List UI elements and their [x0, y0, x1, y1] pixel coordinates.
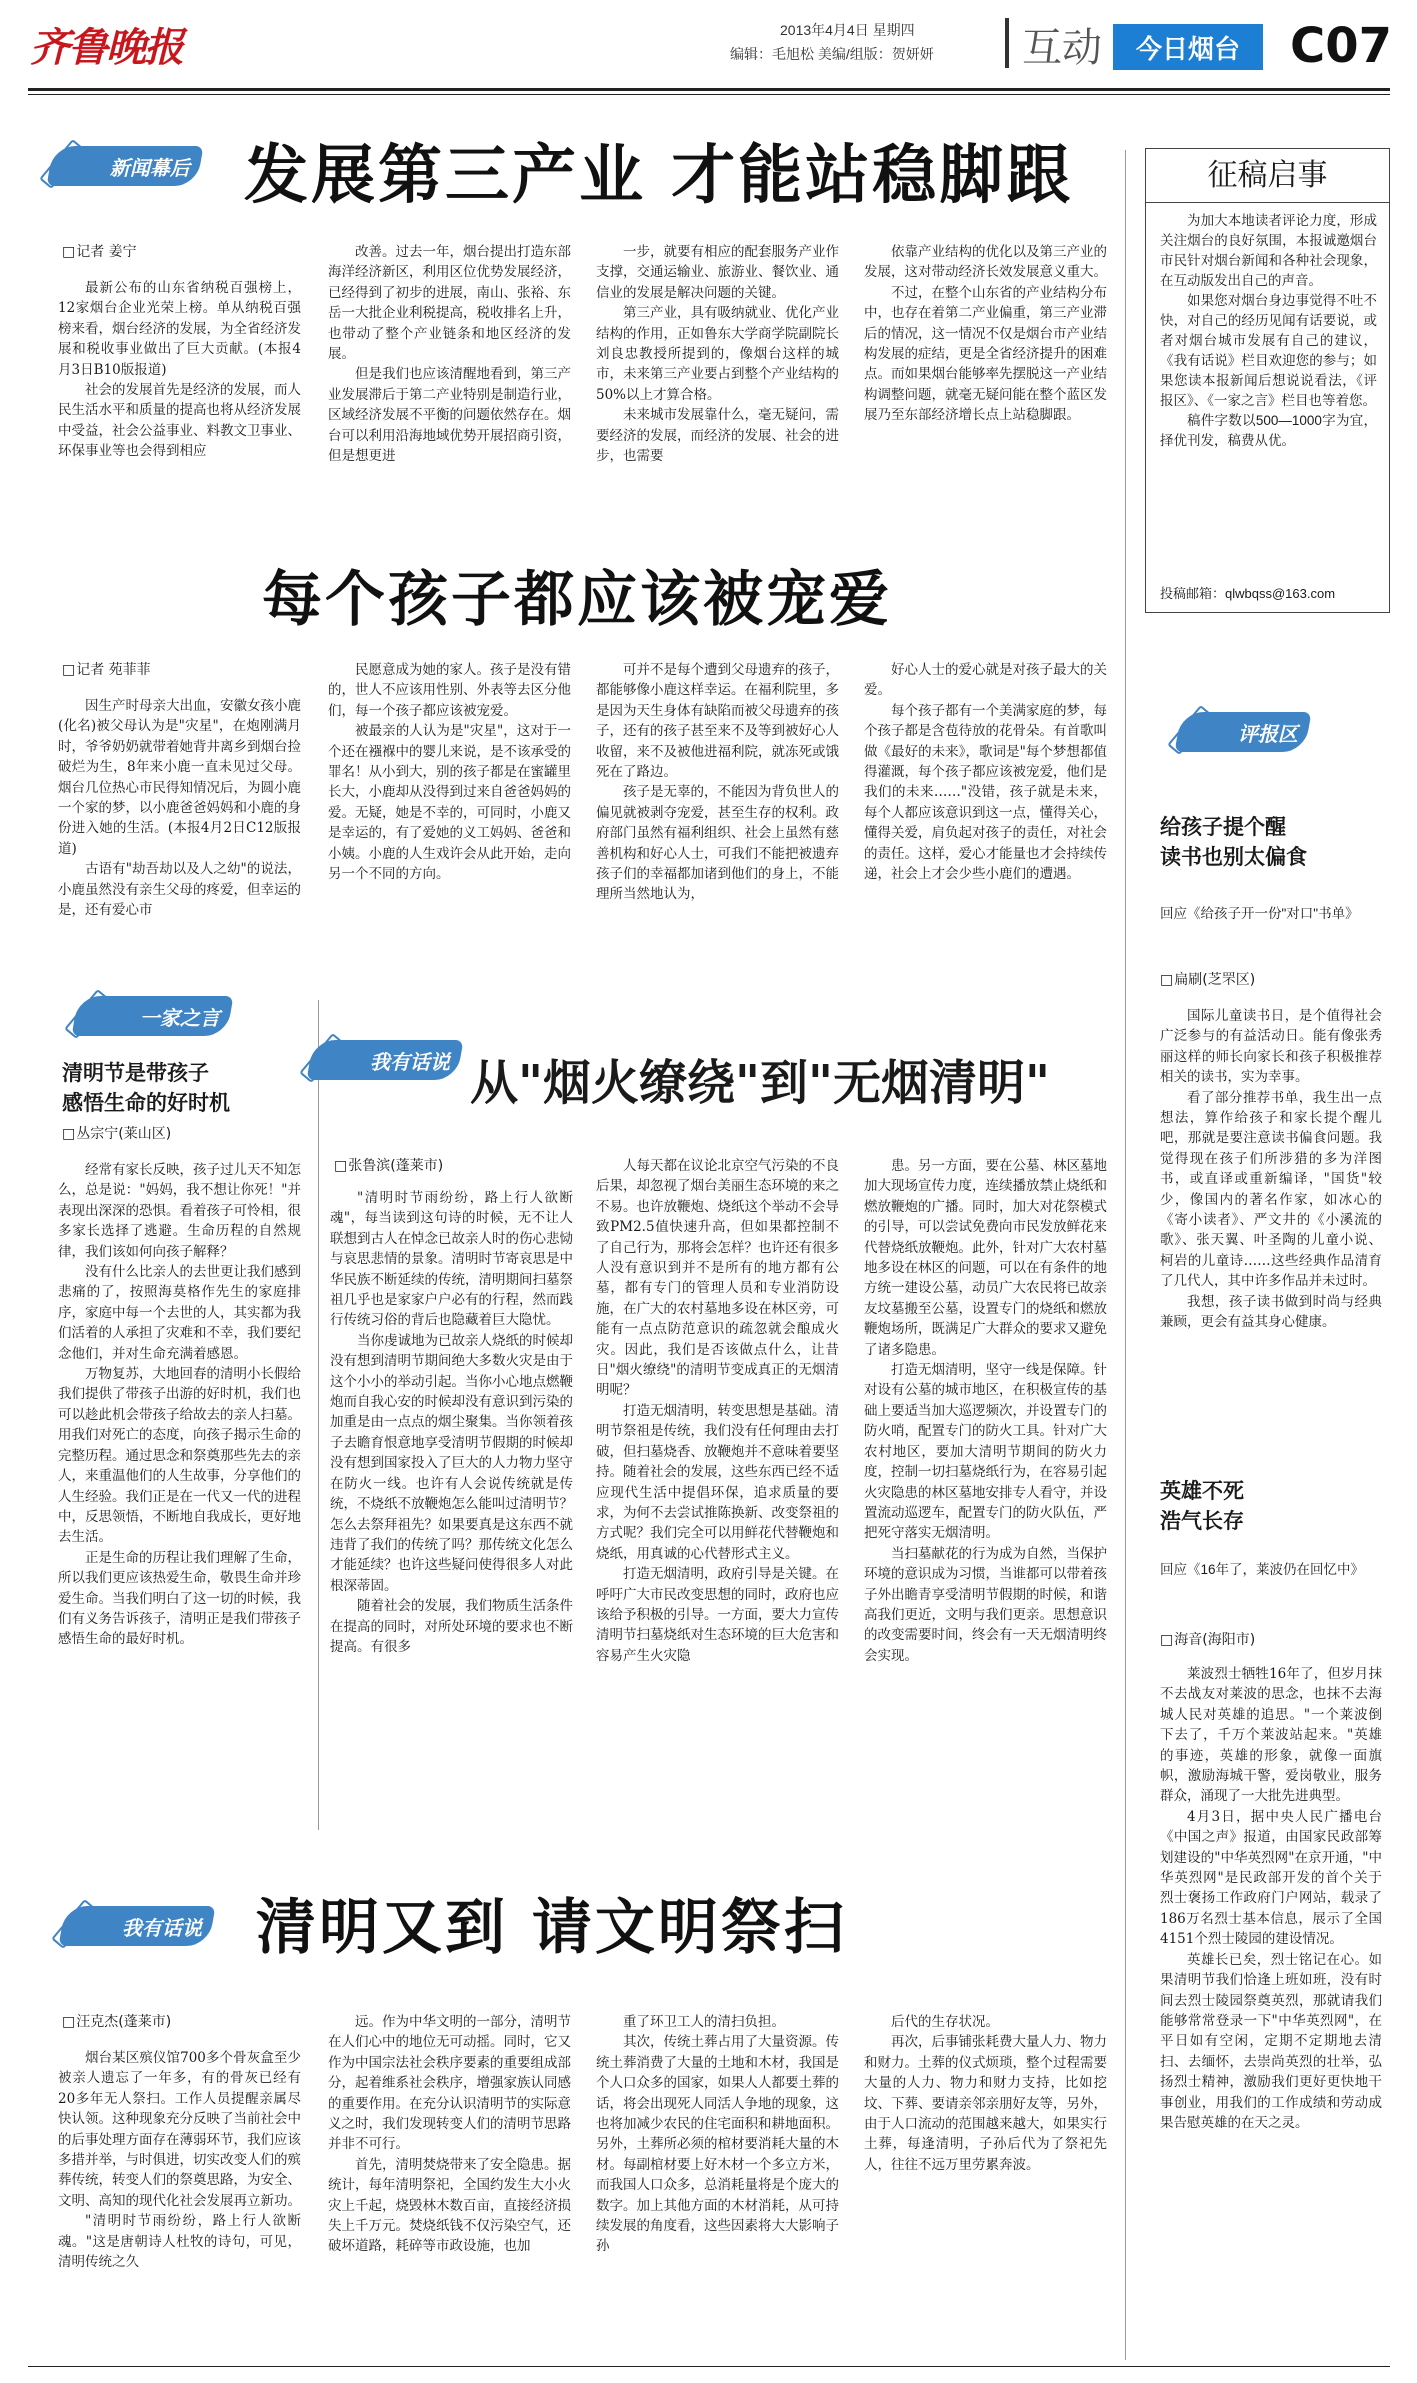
headline-every-child: 每个孩子都应该被宠爱	[262, 565, 892, 635]
notice-para: 如果您对烟台身边事觉得不吐不快，对自己的经历见闻有话要说，或者对烟台城市发展有自己的建议，《我有话说》栏目欢迎您的参与；如果您读本报新闻后想说说看法，《评报区》、《一家之言》栏目也等着您。	[1160, 293, 1377, 408]
opinion-body: 经常有家长反映，孩子过儿天不知怎么，总是说："妈妈，我不想让你死！"并表现出深深的恐惧。看着孩子可怜相，很多家长选择了逃避。生命历程的自然规律，我们该如何向孩子解释？ 没有什么比亲人的去世更让我们感到悲痛的了，按照海莫格作先生的家庭排序，家庭中每一个去世的人，其实都为我们活着的人承担了灾难和不幸，我们要纪念他们，并对生命充满着感恩。 万物复苏，大地回春的清明小长假给我们提供了带孩子出游的好时机，我们也可以趁此机会带孩子给故去的亲人扫墓。用我们对死亡的态度，向孩子揭示生命的完整历程。通过思念和祭奠那些先去的亲人，来重温他们的人生故事，分享他们的人生经验。我们正是在一代又一代的进程中，反思领悟，不断地自我成长，更好地去生活。 正是生命的历程让我们理解了生命，所以我们更应该热爱生命，敬畏生命并珍爱生命。当我们明白了这一切的时候，我们有义务告诉孩子，清明正是我们带孩子感悟生命的最好时机。	[58, 1162, 301, 1648]
article2-column-4: 好心人士的爱心就是对孩子最大的关爱。 每个孩子都有一个美满家庭的梦，每个孩子都是含苞待放的花骨朵。有首歌叫做《最好的未来》，歌词是"每个梦想都值得灌溉，每个孩子都应该被宠爱，他们是我们的未来……"没错，孩子就是未来，每个人都应该意识到这一点，懂得关心，懂得关爱，肩负起对孩子的责任，对社会的责任。这样，爱心才能量也才会持续传递，社会上才会少些小鹿们的遭遇。	[864, 662, 1107, 883]
article4-column-4: 后代的生存状况。 再次，后事铺张耗费大量人力、物力和财力。土葬的仪式烦琐，整个过程需要大量的人力、物力和财力支持，比如挖坟、下葬、要请亲邻亲朋好友等，另外，由于人口流动的范围越来越大，如果实行土葬，每逢清明，子孙后代为了祭祀先人，往往不远万里劳累奔波。	[864, 2014, 1107, 2173]
article4-column-3: 重了环卫工人的清扫负担。 其次，传统土葬占用了大量资源。传统土葬消费了大量的土地和木材，我国是个人口众多的国家，如果人人都要土葬的话，将会出现死人同活人争地的现象，这也将加减少农民的住宅面积和耕地面积。另外，土葬所必须的棺材要消耗大量的木材。每副棺材要上好木材一个多立方米，而我国人口众多，总消耗量将是个庞大的数字。加上其他方面的木材消耗，从可持续发展的角度看，这些因素将大大影响子孙	[596, 2014, 839, 2255]
article2-column-3: 可并不是每个遭到父母遗弃的孩子，都能够像小鹿这样幸运。在福利院里，多是因为天生身体有缺陷而被父母遗弃的孩子，还有的孩子甚至来不及等到被好心人收留，来不及被他进福利院，就冻死或饿死在了路边。 孩子是无辜的，不能因为背负世人的偏见就被剥夺宠爱，甚至生存的权利。政府部门虽然有福利组织、社会上虽然有慈善机构和好心人士，可我们不能把被遗弃孩子们的幸福都加诸到他们的身上，不能理所当然地认为，	[596, 662, 839, 903]
tag-my-say-2	[62, 1906, 212, 1946]
review-title: 给孩子提个醒 读书也别太偏食	[1160, 814, 1307, 869]
notice-para: 为加大本地读者评论力度，形成关注烟台的良好氛围，本报诚邀烟台市民针对烟台新闻和各种社会现象，在互动版发出自己的声音。	[1160, 213, 1377, 288]
byline-article3: □ 张鲁滨(蓬莱市)	[334, 1156, 443, 1176]
notice-email[interactable]: 投稿邮箱：qlwbqss@163.com	[1160, 586, 1336, 601]
editor-credits: 编辑：毛旭松 美编/组版：贺妍妍	[730, 46, 934, 62]
article3-column-3: 患。另一方面，要在公墓、林区墓地加大现场宣传力度，连续播放禁止烧纸和燃放鞭炮的广播。同时，加大对花祭模式的引导，可以尝试免费向市民发放鲜花来代替烧纸放鞭炮。此外，针对广大农村墓地多设在林区的问题，可以在有条件的地方统一建设公墓，动员广大农民将已故亲友坟墓搬至公墓，设置专门的烧纸和燃放鞭炮场所，既满足广大群众的要求又避免了诸多隐患。 打造无烟清明，坚守一线是保障。针对设有公墓的城市地区，在积极宣传的基础上要适当加大巡逻频次，并设置专门的防火哨，配置专门的防火工具。针对广大农村地区，要加大清明节期间的防火力度，控制一切扫墓烧纸行为，在容易引起火灾隐患的林区墓地安排专人看守，并设置流动巡逻车，配置专门的防火队伍，严把死守落实无烟清明。 当扫墓献花的行为成为自然，当保护环境的意识成为习惯，当谁都可以带着孩子外出瞻青享受清明节假期的时候，和谐高我们更近，文明与我们更亲。思想意识的改变需要时间，终会有一天无烟清明终会实现。	[864, 1158, 1107, 1664]
tag-blob: 新闻幕后	[46, 146, 203, 186]
bottom-rule	[28, 2366, 1390, 2367]
review2-reference: 回应《16年了，莱波仍在回忆中》	[1160, 1562, 1365, 1577]
article2-column-1: 因生产时母亲大出血，安徽女孩小鹿(化名)被父母认为是"灾星"，在炮刚满月时，爷爷奶奶就带着她背井离乡到烟台捡破烂为生，8年来小鹿一直未见过父母。烟台几位热心市民得知情况后，为圆小鹿一个家的梦，以小鹿爸爸妈妈和小鹿的身份进入她的生活。(本报4月2日C12版报道) 古语有"劫吾劫以及人之幼"的说法，小鹿虽然没有亲生父母的疼爱，但幸运的是，还有爱心市	[58, 698, 301, 919]
tag-review	[1178, 712, 1308, 752]
article1-column-4: 依靠产业结构的优化以及第三产业的发展，这对带动经济长效发展意义重大。 不过，在整个山东省的产业结构分布中，也存在着第二产业偏重，第三产业滞后的情况，这一情况不仅是烟台市产业结构发展的症结，更是全省经济提升的困难点。而如果烟台能够率先摆脱这一产业结构调整问题，就毫无疑问能在整个蓝区发展乃至东部经济增长点上站稳脚跟。	[864, 244, 1107, 424]
notice-box	[1145, 148, 1390, 613]
review2-title: 英雄不死 浩气长存	[1160, 1478, 1244, 1533]
tag-opinion	[75, 996, 230, 1036]
byline-article1: □ 记者 姜宁	[62, 242, 137, 262]
opinion-title: 清明节是带孩子 感悟生命的好时机	[62, 1060, 230, 1115]
headline-civilized-sweep: 清明又到 请文明祭扫	[256, 1893, 847, 1963]
tag-news-behind	[50, 146, 200, 186]
masthead-rule-thin	[28, 94, 1390, 95]
page-number: C07	[1290, 18, 1393, 74]
byline-article2: □ 记者 苑菲菲	[62, 660, 151, 680]
tag-blob: 一家之言	[71, 996, 233, 1036]
review-body: 国际儿童读书日，是个值得社会广泛参与的有益活动日。能有像张秀丽这样的师长向家长和孩子积极推荐相关的读书，实为幸事。 看了部分推荐书单，我生出一点想法，算作给孩子和家长提个醒儿吧，那就是要注意读书偏食问题。我觉得现在孩子们所涉猎的多为洋图书，或直译或重新编译，"国货"较少，像国内的著名作家，如冰心的《寄小读者》、严文井的《小溪流的歌》、张天翼、叶圣陶的儿童小说、柯岩的儿童诗……这些经典作品清育了几代人，其中许多作品并未过时。 我想，孩子读书做到时尚与经典兼顾，更会有益其身心健康。	[1160, 1008, 1382, 1331]
section-badge-label: 今日烟台	[1135, 34, 1240, 65]
article3-column-1: "清明时节雨纷纷，路上行人欲断魂"，每当读到这句诗的时候，无不让人联想到古人在悼念已故亲人时的伤心悲恸与哀思悲情的景象。清明时节寄哀思是中华民族不断延续的传统，清明期间扫墓祭祖几乎也是家家户户必有的行程，然而践行传统习俗的背后也隐藏着巨大隐忧。 当你虔诚地为已故亲人烧纸的时候却没有想到清明节期间绝大多数火灾是由于这个小小的举动引起。当你小心地点燃鞭炮而自我心安的时候却没有意识到污染的加重是由一点点的烟尘聚集。当你领着孩子去瞻育恨意地享受清明节假期的时候却没有想到国家投入了巨大的人力物力坚守在防火一线。也许有人会说传统就是传统，不烧纸不放鞭炮怎么能叫过清明节？怎么去祭拜祖先？如果要真是这东西不就违背了我们的传统了吗？那传统文化怎么才能延续？也许这些疑问使得很多人对此根深蒂固。 随着社会的发展，我们物质生活条件在提高的同时，对所处环境的要求也不断提高。有很多	[330, 1190, 573, 1655]
tag-blob: 评报区	[1174, 712, 1311, 752]
masthead-rule	[28, 88, 1390, 91]
byline-review: □ 扁刷(芝罘区)	[1160, 970, 1255, 990]
headline-third-industry: 发展第三产业 才能站稳脚跟	[244, 138, 1074, 213]
newspaper-logo: 齐鲁晚报	[30, 24, 182, 71]
tag-my-say	[310, 1040, 460, 1080]
masthead-divider	[1005, 18, 1009, 68]
byline-opinion: □ 丛宗宁(莱山区)	[62, 1124, 171, 1144]
opinion-divider	[318, 1000, 319, 1830]
section-badge	[1113, 24, 1263, 70]
sidebar-divider	[1125, 150, 1126, 2360]
issue-date: 2013年4月4日 星期四	[780, 22, 915, 38]
masthead	[0, 0, 1417, 85]
article4-column-1: 烟台某区殡仪馆700多个骨灰盒至少被亲人遗忘了一年多，有的骨灰已经有20多年无人祭扫。工作人员提醒亲属尽快认领。这种现象充分反映了当前社会中的后事处理方面存在薄弱环节，我们应该多措并举，与时俱进，切实改变人们的殡葬传统，转变人们的祭奠思路，为安全、文明、高知的现代化社会发展再立新功。 "清明时节雨纷纷，路上行人欲断魂。"这是唐朝诗人杜牧的诗句，可见，清明传统之久	[58, 2050, 301, 2271]
article1-column-3: 一步，就要有相应的配套服务产业作支撑，交通运输业、旅游业、餐饮业、通信业的发展是解决问题的关键。 第三产业，具有吸纳就业、优化产业结构的作用，正如鲁东大学商学院副院长刘良忠教授所提到的，像烟台这样的城市，未来第三产业要占到整个产业结构的50%以上才算合格。 未来城市发展靠什么，毫无疑问，需要经济的发展，而经济的发展、社会的进步，也需要	[596, 244, 839, 465]
headline-smoke-free: 从"烟火缭绕"到"无烟清明"	[470, 1055, 1051, 1111]
review-reference: 回应《给孩子开一份"对口"书单》	[1160, 906, 1359, 921]
article3-column-2: 人每天都在议论北京空气污染的不良后果，却忽视了烟台美丽生态环境的来之不易。也许放鞭炮、烧纸这个举动不会导致PM2.5值快速升高，但如果都控制不了自己行为，那将会怎样？也许还有很多人没有意识到并不是所有的地方都有公墓，都有专门的管理人员和专业消防设施，在广大的农村墓地多设在林区旁，可能有一点点防范意识的疏忽就会酿成火灾。因此，我们是否该做点什么，让昔日"烟火缭绕"的清明节变成真正的无烟清明呢？ 打造无烟清明，转变思想是基础。清明节祭祖是传统，我们没有任何理由去打破，但扫墓烧香、放鞭炮并不意味着要坚持。随着社会的发展，这些东西已经不适应现代生活中提倡环保，追求质量的要求，为何不去尝试推陈换新、改变祭祖的方式呢？我们完全可以用鲜花代替鞭炮和烧纸，用真诚的心代替形式主义。 打造无烟清明，政府引导是关键。在呼吁广大市民改变思想的同时，政府也应该给予积极的引导。一方面，要大力宣传清明节扫墓烧纸对生态环境的巨大危害和容易产生火灾隐	[596, 1158, 839, 1664]
section-name: 互动	[1022, 25, 1102, 71]
notice-para: 稿件字数以500—1000字为宜，择优刊发，稿费从优。	[1160, 413, 1377, 448]
article4-column-2: 远。作为中华文明的一部分，清明节在人们心中的地位无可动摇。同时，它又作为中国宗法社会秩序要素的重要组成部分，起着维系社会秩序，增强家族认同感的重要作用。在充分认识清明节的实际意义之时，我们发现转变人们的清明节思路并非不可行。 首先，清明焚烧带来了安全隐患。据统计，每年清明祭祀，全国约发生大小火灾上千起，烧毁林木数百亩，直接经济损失上千万元。焚烧纸钱不仅污染空气，还破坏道路，耗碎等市政设施，也加	[328, 2014, 571, 2255]
article1-column-1: 最新公布的山东省纳税百强榜上，12家烟台企业光荣上榜。单从纳税百强榜来看，烟台经济的发展，为全省经济发展和税收事业做出了巨大贡献。(本报4月3日B10版报道) 社会的发展首先是经济的发展，而人民生活水平和质量的提高也将从经济发展中受益，社会公益事业、料教文卫事业、环保事业等也会得到相应	[58, 280, 301, 460]
tag-blob: 我有话说	[58, 1906, 215, 1946]
article1-column-2: 改善。过去一年，烟台提出打造东部海洋经济新区，利用区位优势发展经济，已经得到了初步的进展，南山、张裕、东岳一大批企业利税提高，税收排名上升，也带动了整个产业链条和地区经济的发展。 但是我们也应该清醒地看到，第三产业发展滞后于第二产业特别是制造行业，区域经济发展不平衡的问题依然存在。烟台可以利用沿海地域优势开展招商引资，但是想更进	[328, 244, 571, 465]
tag-blob: 我有话说	[306, 1040, 463, 1080]
notice-title: 征稿启事	[1146, 149, 1389, 203]
article2-column-2: 民愿意成为她的家人。孩子是没有错的，世人不应该用性别、外表等去区分他们，每一个孩子都应该被宠爱。 被最亲的人认为是"灾星"，这对于一个还在襁褓中的婴儿来说，是不该承受的罪名！从小到大，别的孩子都是在蜜罐里长大，小鹿却从没得到过来自爸爸妈妈的爱。无疑，她是不幸的，可同时，小鹿又是幸运的，有了爱她的义工妈妈、爸爸和小姨。小鹿的人生戏许会从此开始，走向另一个不同的方向。	[328, 662, 571, 883]
byline-review2: □ 海音(海阳市)	[1160, 1630, 1255, 1650]
byline-article4: □ 汪克杰(蓬莱市)	[62, 2012, 171, 2032]
review2-body: 莱波烈士牺牲16年了，但岁月抹不去战友对莱波的思念，也抹不去海城人民对英雄的追思。"一个莱波倒下去了，千万个莱波站起来。"英雄的事迹，英雄的形象，就像一面旗帜，激励海城干警，爱岗敬业，服务群众，涌现了一大批先进典型。 4月3日，据中央人民广播电台《中国之声》报道，由国家民政部筹划建设的"中华英烈网"在京开通，"中华英烈网"是民政部开发的首个关于烈士褒扬工作政府门户网站，载录了186万名烈士基本信息，展示了全国4151个烈士陵园的建设情况。 英雄长已矣，烈士铭记在心。如果清明节我们恰逢上班如班，没有时间去烈士陵园祭奠英烈，那就请我们能够常常登录一下"中华英烈网"，在平日如有空闲，定期不定期地去清扫、去缅怀，去崇尚英烈的壮举，弘扬烈士精神，激励我们更好更快地干事创业，用我们的工作成绩和劳动成果告慰英雄的在天之灵。	[1160, 1666, 1382, 2131]
